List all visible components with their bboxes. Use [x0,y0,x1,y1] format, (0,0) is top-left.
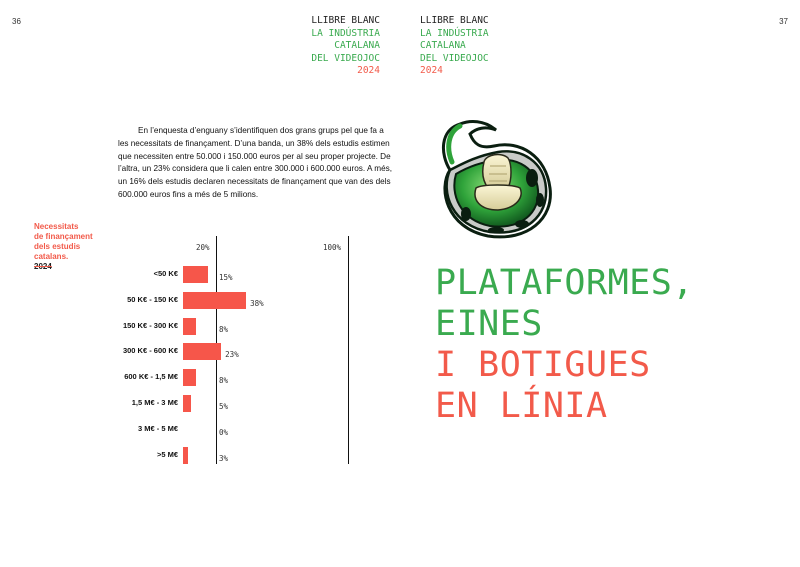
category-label: >5 M€ [156,449,178,459]
page-number-right: 37 [779,17,788,26]
value-label: 8% [219,376,229,386]
header-line-2: LA INDÚSTRIA [311,27,380,39]
category-label: <50 K€ [153,269,178,278]
section-title-line: EINES [435,304,543,344]
chart-title-line: catalans. [34,252,69,261]
category-label: 300 K€ - 600 K€ [122,346,178,356]
intro-text: En l’enquesta d’enguany s’identifiquen dos grans grups pel que fa a les necessitats de finançament. D’una banda, un 38% dels estudis estimen que necessiten entre 50.000 i 150.000 euros per al seu proper projecte. De l’altra, un 23% considera que li calen entre 300.000 i 600.000 euros. A més, un 16% dels estudis declaren necessitats de finançament que van des dels 600.000 euros fins a més de 5 milions. [118,126,393,199]
section-title-line: EN LÍNIA [435,386,608,426]
section-title [435,263,694,427]
value-label: 5% [219,402,229,411]
running-header-right [420,15,489,78]
illustration-svg [436,118,566,248]
section-title-line: I BOTIGUES [435,345,651,385]
chart-title [34,222,124,272]
bar [183,447,188,464]
chart-title-year: 2024 [34,262,52,271]
value-label: 23% [225,350,239,360]
value-label: 0% [219,427,229,437]
value-label: 3% [219,453,229,463]
page-number-left: 36 [12,17,21,26]
section-title-line: PLATAFORMES, [435,263,694,303]
header-year: 2024 [357,65,380,76]
category-label: 150 K€ - 300 K€ [122,320,178,330]
header-line-4: DEL VIDEOJOC [420,52,489,64]
header-year: 2024 [420,65,443,76]
intro-paragraph [118,125,393,202]
header-line-3: CATALANA [334,40,380,51]
reference-line-100 [348,236,349,464]
category-label: 50 K€ - 150 K€ [127,294,178,304]
category-label: 3 M€ - 5 M€ [137,423,178,433]
category-label: 600 K€ - 1,5 M€ [124,372,178,382]
bar [183,292,246,309]
bar [183,343,221,360]
bar [183,395,191,412]
chart-title-line: Necessitats [34,222,79,231]
reference-label-20: 20% [196,243,210,252]
running-header-left [311,15,380,78]
header-line-4: DEL VIDEOJOC [311,52,380,64]
header-line-2: LA INDÚSTRIA [420,27,489,39]
header-line-1: LLIBRE BLANC [420,15,489,26]
header-line-1: LLIBRE BLANC [311,15,380,26]
bar [183,318,196,335]
gaming-chair-pod-icon [436,118,566,248]
value-label: 38% [250,298,264,308]
bar [183,266,208,283]
value-label: 8% [219,324,229,334]
header-line-3: CATALANA [420,40,466,51]
reference-label-100: 100% [323,243,342,252]
chart-title-line: de finançament [34,232,93,241]
bar [183,369,196,386]
category-label: 1,5 M€ - 3 M€ [131,398,178,407]
value-label: 15% [219,273,233,282]
chart-title-line: dels estudis [34,242,81,251]
